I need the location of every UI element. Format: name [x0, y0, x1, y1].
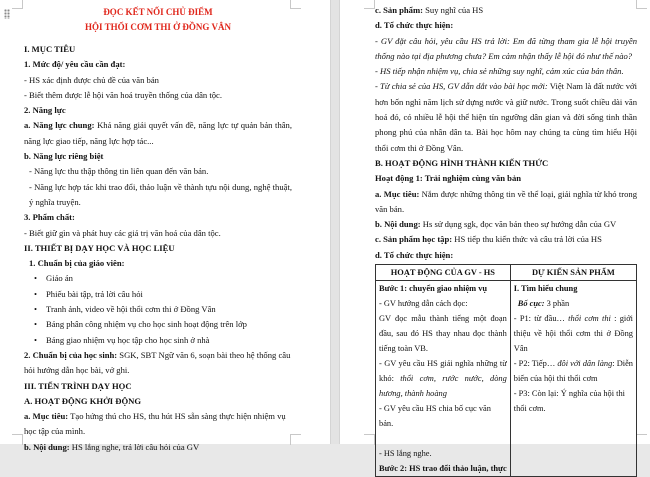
- heading-to-chuc: d. Tổ chức thực hiện:: [375, 20, 454, 31]
- table-header: DỰ KIẾN SẢN PHẨM: [510, 265, 636, 281]
- crop-mark-bottom-left: [12, 434, 23, 445]
- text-line: GV đọc mẫu thành tiếng một đoạn đầu, sau đó HS thay nhau đọc thành tiếng toàn VB.: [379, 314, 507, 354]
- drag-handle-icon[interactable]: [4, 9, 10, 19]
- label: - Từ chia sẻ của HS, GV dẫn dắt vào bài học mới:: [375, 81, 548, 92]
- document-page-left: [0, 0, 330, 452]
- doc-title-line1: ĐỌC KẾT NỐI CHỦ ĐIỂM: [103, 7, 213, 17]
- table-header: HOẠT ĐỘNG CỦA GV - HS: [376, 265, 511, 281]
- heading-hinh-thanh: B. HOẠT ĐỘNG HÌNH THÀNH KIẾN THỨC: [375, 157, 549, 168]
- text: Tạo hứng thú cho HS, thu hút HS sẵn sàng thực hiện nhiệm vụ học tập của mình.: [24, 411, 286, 437]
- text: : giới thiệu về hội thổi cơm thi ở Đồng Vân: [513, 314, 633, 354]
- paragraph-san-pham: [375, 3, 637, 18]
- text: thổi cơm, rước nước, dòng hương, thành hoàng: [379, 374, 507, 399]
- list-item: • Bảng phân công nhiệm vụ cho học sinh hoạt động trên lớp: [46, 317, 292, 332]
- text-line: [514, 311, 633, 356]
- text: - GV yêu cầu HS giải nghĩa những từ khó:: [379, 359, 507, 384]
- heading-nang-luc: 2. Năng lực: [24, 105, 66, 116]
- text-line: - P3: Còn lại: Ý nghĩa của hội thi thổi cơm.: [513, 389, 625, 414]
- heading-muc-tieu: I. MỤC TIÊU: [24, 44, 76, 54]
- text: HS tiếp thu kiến thức và câu trả lời của HS: [452, 234, 602, 245]
- right-page-content: [375, 3, 637, 477]
- label: c. Sản phẩm:: [375, 5, 423, 15]
- step-1: Bước 1: chuyển giao nhiệm vụ: [379, 284, 488, 294]
- paragraph-chuan-bi-hs: [24, 348, 292, 379]
- list-item: • Bảng giao nhiệm vụ học tập cho học sinh ở nhà: [46, 333, 292, 348]
- heading-to-chuc-2: d. Tổ chức thực hiện:: [375, 249, 454, 260]
- paragraph-muc-tieu: [375, 187, 637, 218]
- paragraph-san-pham-hoc-tap: [375, 232, 637, 247]
- label: a. Mục tiêu:: [24, 411, 69, 422]
- table-cell-activities: [376, 281, 511, 477]
- paragraph-muc-tieu: [24, 409, 292, 440]
- step-2: Bước 2: HS trao đổi thảo luận, thực: [379, 464, 507, 474]
- label: 2. Chuẩn bị của học sinh:: [24, 349, 118, 360]
- text-line: [379, 356, 507, 401]
- text: thổi cơm thi: [568, 314, 611, 324]
- heading-chuan-bi-gv: 1. Chuẩn bị của giáo viên:: [29, 258, 125, 269]
- text: : Diễn biến của hội thi thổi cơm: [513, 359, 633, 384]
- list-item: • Tranh ảnh, video về hội thổi cơm thi ở Đồng Vân: [46, 302, 292, 317]
- text: HS lắng nghe, trả lời câu hỏi của GV: [69, 441, 200, 452]
- text: đôi với dân làng: [557, 359, 613, 369]
- paragraph-nang-luc-chung: [24, 118, 292, 149]
- list-item: • Giáo án: [46, 271, 292, 286]
- text-line: - HS lắng nghe.: [379, 449, 432, 459]
- paragraph-noi-dung: [24, 440, 292, 455]
- label: a. Năng lực chung:: [24, 120, 95, 131]
- text: Việt Nam là đất nước với hơn bốn nghì năm lịch sử dựng nước và giữ nước. Trong suốt chiều dài văn hoá đó, có nhiều lễ hội thể hiện tín ngưỡng dân gian và đời sống tinh thần phong phú của nhân dân ta. Bài học hôm nay chúng ta cùng tìm hiểu Hội thổi cơm thi ở Đồng Vân.: [375, 81, 637, 153]
- crop-mark-top-left: [12, 0, 23, 9]
- activity-table: [375, 264, 637, 477]
- crop-mark-top-left: [364, 0, 375, 9]
- paragraph-noi-dung: [375, 217, 637, 232]
- heading-thiet-bi: II. THIẾT BỊ DẠY HỌC VÀ HỌC LIỆU: [24, 242, 175, 253]
- label: c. Sản phẩm học tập:: [375, 234, 453, 245]
- crop-mark-bottom-right: [636, 434, 647, 445]
- left-page-content: [24, 5, 292, 455]
- label: b. Nội dung:: [24, 441, 70, 452]
- text-line: - GV đặt câu hỏi, yêu cầu HS trả lời: Em đã từng tham gia lễ hội truyền thống nào tại địa phương chưa? Em cảm nhận thấy lễ hội đó như thế nào?: [375, 35, 637, 61]
- label: Bố cục:: [517, 299, 545, 309]
- heading-tien-trinh: III. TIẾN TRÌNH DẠY HỌC: [24, 380, 132, 391]
- text-line: - Biết thêm được lễ hội văn hoá truyền thống của dân tộc.: [24, 89, 222, 100]
- heading-nang-luc-rieng: b. Năng lực riêng biệt: [24, 151, 104, 162]
- text: 3 phần: [544, 299, 570, 309]
- text-line: - Năng lực hợp tác khi trao đổi, thảo luận về thành tựu nội dung, nghệ thuật, ý nghĩa truyện.: [29, 181, 292, 207]
- text-line: - GV hướng dẫn cách đọc:: [379, 299, 468, 309]
- text: - P1: từ đầu…: [513, 314, 569, 324]
- label: a. Mục tiêu:: [375, 188, 420, 199]
- table-header-row: [376, 265, 637, 281]
- heading-muc-do: 1. Mức độ/ yêu cầu cần đạt:: [24, 59, 126, 70]
- list-item: • Phiếu bài tập, trả lời câu hỏi: [46, 287, 292, 302]
- text: Nắm được những thông tin về thể loại, giải nghĩa từ khó trong văn bản.: [375, 188, 638, 214]
- text: Suy nghĩ của HS: [423, 5, 484, 15]
- document-page-right: [340, 0, 650, 474]
- text-line: - HS tiếp nhận nhiệm vụ, chia sẻ những suy nghĩ, cảm xúc của bản thân.: [375, 66, 624, 77]
- text-line: - Năng lực thu thập thông tin liên quan đến văn bản.: [29, 166, 209, 177]
- teacher-prep-list: [24, 271, 292, 347]
- text-line: - Biết giữ gìn và phát huy các giá trị văn hoá của dân tộc.: [24, 227, 221, 238]
- text-line: [514, 296, 633, 311]
- text-line: - GV yêu cầu HS chia bố cục văn bản.: [379, 404, 491, 429]
- crop-mark-bottom-left: [364, 434, 375, 445]
- text-line: - HS xác định được chủ đề của văn bản: [24, 74, 159, 85]
- text: - P2: Tiếp…: [513, 359, 558, 369]
- page-gutter: [330, 0, 340, 444]
- label: b. Nội dung:: [375, 219, 421, 230]
- text-line: [514, 356, 633, 386]
- product-heading: I. Tìm hiểu chung: [513, 284, 578, 294]
- crop-mark-top-right: [636, 0, 647, 9]
- heading-pham-chat: 3. Phẩm chất:: [24, 212, 75, 223]
- table-row: [376, 281, 637, 477]
- text: SGK, SBT Ngữ văn 6, soạn bài theo hệ thống câu hỏi hướng dẫn học bài, vở ghi.: [24, 349, 291, 376]
- paragraph-dan-dat: [375, 79, 637, 155]
- table-cell-products: [510, 281, 636, 477]
- doc-title-line2: HỘI THỔI CƠM THI Ở ĐỒNG VÂN: [84, 22, 232, 32]
- text: Khả năng giải quyết vấn đề, năng lực tự quản bản thân, năng lực giao tiếp, năng lực hợp tác...: [24, 120, 293, 146]
- text: Hs sử dụng sgk, đọc văn bản theo sự hướng dẫn của GV: [420, 219, 617, 230]
- heading-hoat-dong-1: Hoạt động 1: Trải nghiệm cùng văn bản: [375, 173, 522, 184]
- heading-khoi-dong: A. HOẠT ĐỘNG KHỞI ĐỘNG: [24, 395, 142, 406]
